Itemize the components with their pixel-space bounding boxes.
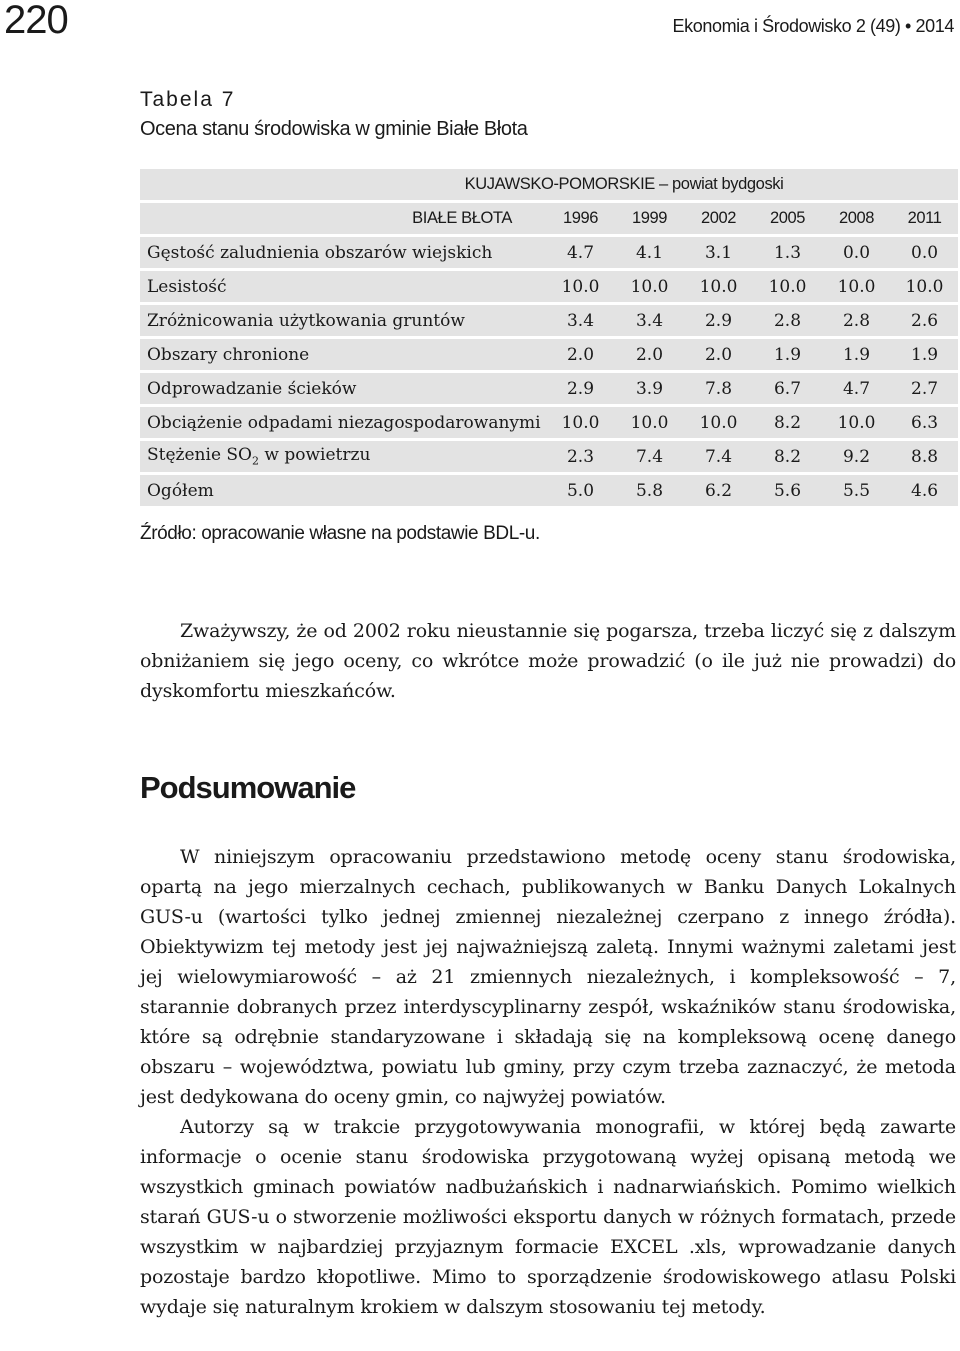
table-label: Tabela 7 xyxy=(140,88,236,111)
table-cell: 1.9 xyxy=(822,339,891,370)
row-label: Lesistość xyxy=(140,271,546,302)
table-row xyxy=(140,237,958,268)
table-cell: 5.8 xyxy=(615,475,684,506)
table-cell: 4.7 xyxy=(822,373,891,404)
table-row xyxy=(140,339,958,370)
year-header: 2002 xyxy=(684,203,753,234)
table-body xyxy=(140,237,958,506)
table-cell: 2.7 xyxy=(891,373,958,404)
table-cell: 3.1 xyxy=(684,237,753,268)
summary-section xyxy=(140,842,956,1322)
table-cell: 10.0 xyxy=(891,271,958,302)
table-cell: 1.9 xyxy=(753,339,822,370)
table-cell: 10.0 xyxy=(822,271,891,302)
table-cell: 10.0 xyxy=(822,407,891,438)
table-cell: 10.0 xyxy=(684,407,753,438)
table-cell: 8.2 xyxy=(753,441,822,472)
table-cell: 10.0 xyxy=(753,271,822,302)
table-row xyxy=(140,305,958,336)
table-row xyxy=(140,271,958,302)
journal-title: Ekonomia i Środowisko 2 (49) • 2014 xyxy=(672,16,954,36)
row-label: Zróżnicowania użytkowania gruntów xyxy=(140,305,546,336)
table-cell: 0.0 xyxy=(822,237,891,268)
table-cell: 4.1 xyxy=(615,237,684,268)
table-cell: 2.8 xyxy=(753,305,822,336)
page-header xyxy=(0,0,960,44)
table-cell: 3.9 xyxy=(615,373,684,404)
summary-paragraph: W niniejszym opracowaniu przedstawiono metodę oceny stanu środowiska, opartą na jego mierzalnych cechach, publikowanych w Banku Danych Lokalnych GUS-u (wartości tylko jednej zmiennej niezależnej czerpano z innego źródła). Obiektywizm tej metody jest jej najważniejszą zaletą. Innymi ważnymi zaletami jest jej wielowymiarowość – aż 21 zmiennych niezależnych, i kompleksowość – 7, starannie dobranych przez interdyscyplinarny zespół, wskaźników stanu środowiska, które są odrębnie standaryzowane i składają się na kompleksową ocenę danego obszaru – województwa, powiatu lub gminy, przy czym trzeba zaznaczyć, że metoda jest dedykowana do oceny gmin, co najwyżej powiatów. xyxy=(140,846,956,1108)
table-cell: 2.0 xyxy=(546,339,615,370)
table-cell: 2.6 xyxy=(891,305,958,336)
table-cell: 6.3 xyxy=(891,407,958,438)
body-paragraph xyxy=(140,616,956,706)
table-cell: 10.0 xyxy=(684,271,753,302)
table-cell: 8.2 xyxy=(753,407,822,438)
table-cell: 3.4 xyxy=(615,305,684,336)
row-label xyxy=(140,441,546,472)
table-title: Ocena stanu środowiska w gminie Białe Błota xyxy=(140,118,528,140)
region-header: KUJAWSKO-POMORSKIE – powiat bydgoski xyxy=(140,169,958,200)
row-label-part: w powietrzu xyxy=(259,445,371,466)
table-cell: 8.8 xyxy=(891,441,958,472)
row-label: Ogółem xyxy=(140,475,546,506)
table-cell: 4.7 xyxy=(546,237,615,268)
table-cell: 7.4 xyxy=(615,441,684,472)
table-cell: 1.3 xyxy=(753,237,822,268)
paragraph-text: Zważywszy, że od 2002 roku nieustannie się pogarsza, trzeba liczyć się z dalszym obniżaniem się jego oceny, co wkrótce może prowadzić (o ile już nie prowadzi) do dyskomfortu mieszkańców. xyxy=(140,620,956,702)
table-cell: 6.2 xyxy=(684,475,753,506)
row-header: BIAŁE BŁOTA xyxy=(140,203,546,234)
section-heading: Podsumowanie xyxy=(140,770,356,805)
table-cell: 7.8 xyxy=(684,373,753,404)
table-cell: 5.5 xyxy=(822,475,891,506)
table-row xyxy=(140,373,958,404)
year-header: 1996 xyxy=(546,203,615,234)
table-region-row xyxy=(140,169,958,200)
table-cell: 10.0 xyxy=(615,271,684,302)
table-source: Źródło: opracowanie własne na podstawie BDL-u. xyxy=(140,523,540,544)
table-cell: 9.2 xyxy=(822,441,891,472)
assessment-table xyxy=(140,166,958,509)
table-cell: 1.9 xyxy=(891,339,958,370)
table-cell: 2.0 xyxy=(684,339,753,370)
table-cell: 5.0 xyxy=(546,475,615,506)
row-label: Odprowadzanie ścieków xyxy=(140,373,546,404)
table-cell: 5.6 xyxy=(753,475,822,506)
summary-paragraph: Autorzy są w trakcie przygotowywania monografii, w której będą zawarte informacje o ocenie stanu środowiska przygotowaną wyżej opisaną metodą we wszystkich gminach powiatów nadbużańskich i nadnarwiańskich. Pomimo wielkich starań GUS-u o stworzenie możliwości eksportu danych w różnych formatach, przede wszystkim w najbardziej przyjaznym formacie EXCEL .xls, wprowadzanie danych pozostaje bardzo kłopotliwe. Mimo to sporządzenie środowiskowego atlasu Polski wydaje się naturalnym krokiem w dalszym stosowaniu tej metody. xyxy=(140,1116,956,1318)
year-header: 1999 xyxy=(615,203,684,234)
year-header: 2008 xyxy=(822,203,891,234)
row-label: Obciążenie odpadami niezagospodarowanymi xyxy=(140,407,546,438)
table-row xyxy=(140,441,958,472)
row-label: Obszary chronione xyxy=(140,339,546,370)
table-cell: 10.0 xyxy=(546,407,615,438)
table-cell: 3.4 xyxy=(546,305,615,336)
table-cell: 10.0 xyxy=(615,407,684,438)
table-row xyxy=(140,407,958,438)
table-cell: 6.7 xyxy=(753,373,822,404)
table-cell: 7.4 xyxy=(684,441,753,472)
table-header-row xyxy=(140,203,958,234)
table-row xyxy=(140,475,958,506)
row-label-part: Stężenie SO xyxy=(147,445,252,466)
table-cell: 2.9 xyxy=(684,305,753,336)
table-cell: 0.0 xyxy=(891,237,958,268)
table-cell: 2.3 xyxy=(546,441,615,472)
row-label: Gęstość zaludnienia obszarów wiejskich xyxy=(140,237,546,268)
table-cell: 2.0 xyxy=(615,339,684,370)
table-cell: 4.6 xyxy=(891,475,958,506)
page-number: 220 xyxy=(4,0,68,42)
row-label-subscript: 2 xyxy=(252,454,259,468)
table-cell: 2.8 xyxy=(822,305,891,336)
table-cell: 10.0 xyxy=(546,271,615,302)
table-cell: 2.9 xyxy=(546,373,615,404)
year-header: 2011 xyxy=(891,203,958,234)
year-header: 2005 xyxy=(753,203,822,234)
